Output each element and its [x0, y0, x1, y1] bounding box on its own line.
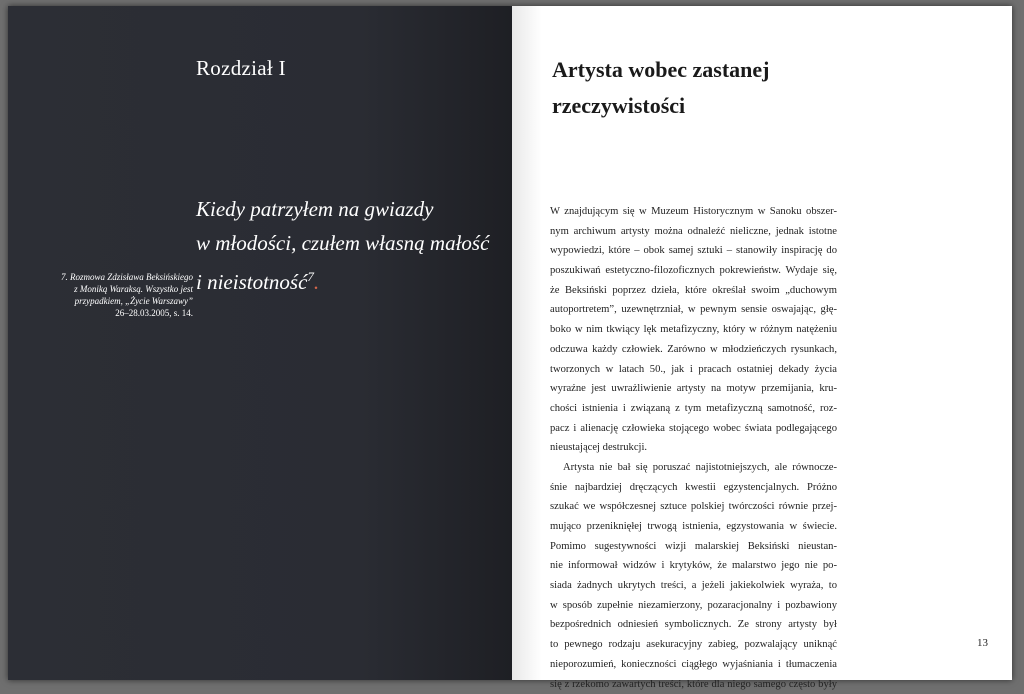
body-line: to pewnego rodzaju asekuracyjny zabieg, pozwalający uniknąć: [550, 635, 837, 655]
footnote-mark: 7: [307, 269, 314, 284]
body-line: śnie najbardziej dręczących kwestii egzystencjalnych. Próżno: [550, 478, 837, 498]
chapter-heading: Rozdział I: [196, 56, 286, 81]
body-line: tworzonych w latach 50., jak i pracach ostatniej dekady życia: [550, 360, 837, 380]
footnote-line: z Moniką Waraksą. Wszystko jest: [28, 283, 193, 295]
body-line: pacz i alienację człowieka stojącego wobec świata podlegającego: [550, 419, 837, 439]
quote-line-last: [196, 260, 496, 299]
quote-line: w młodości, czułem własną małość: [196, 226, 496, 260]
body-line: odczuwa każdy człowiek. Zarówno w młodzieńczych rysunkach,: [550, 340, 837, 360]
body-line: nie informował widzów i krytyków, że malarstwo jego nie po-: [550, 556, 837, 576]
body-line: poszukiwań estetyczno-filozoficznych pokrewieństw. Wydaje się,: [550, 261, 837, 281]
right-page: [512, 6, 1012, 680]
epigraph-quote: [196, 192, 496, 299]
footnote: [28, 271, 193, 319]
body-line: że Beksiński poprzez dzieła, które określał swoim „duchowym: [550, 281, 837, 301]
body-line: bezpośrednich odniesień symbolicznych. Ze strony artysty był: [550, 615, 837, 635]
quote-line-text: i nieistotność: [196, 270, 307, 294]
left-page: [8, 6, 512, 680]
body-line: chości istnienia i związaną z tym metafizyczną samotność, roz-: [550, 399, 837, 419]
body-line: autoportretem”, uzewnętrzniał, w pewnym sensie oswajając, głę-: [550, 300, 837, 320]
body-line: mująco przeniknięłej trwogą istnienia, egzystowania w świecie.: [550, 517, 837, 537]
body-line: nieustającej destrukcji.: [550, 438, 837, 458]
quote-line: Kiedy patrzyłem na gwiazdy: [196, 192, 496, 226]
body-text: [550, 202, 837, 694]
body-line: nieporozumień, konieczności ciągłego wyjaśniania i tłumaczenia: [550, 655, 837, 675]
section-title: [552, 52, 972, 124]
body-line: boko w nim tkwiący lęk metafizyczny, który w różnym natężeniu: [550, 320, 837, 340]
body-line: Artysta nie bał się poruszać najistotniejszych, ale równocze-: [550, 458, 837, 478]
book-spread: [8, 6, 1012, 680]
body-line: nym archiwum artysty można odnaleźć nieliczne, jednak istotne: [550, 222, 837, 242]
body-line: wyraźne jest uwrażliwienie artysty na motyw przemijania, kru-: [550, 379, 837, 399]
body-line: Pomimo sugestywności wizji malarskiej Beksiński nieustan-: [550, 537, 837, 557]
title-line: Artysta wobec zastanej: [552, 52, 972, 88]
body-line: się z rzekomo zawartych treści, które dla niego samego często były: [550, 675, 837, 694]
page-number: 13: [977, 637, 988, 649]
footnote-line: 7. Rozmowa Zdzisława Beksińskiego: [28, 271, 193, 283]
body-line: wypowiedzi, które – obok samej sztuki – stanowiły inspirację do: [550, 241, 837, 261]
footnote-line: przypadkiem, „Życie Warszawy”: [28, 295, 193, 307]
body-line: siada żadnych ukrytych treści, a jeżeli jakiekolwiek wyraża, to: [550, 576, 837, 596]
body-line: w sposób zupełnie niezamierzony, pozaracjonalny i pozbawiony: [550, 596, 837, 616]
body-line: szukać we współczesnej sztuce polskiej twórczości równie przej-: [550, 497, 837, 517]
footnote-line: 26–28.03.2005, s. 14.: [28, 307, 193, 319]
title-line: rzeczywistości: [552, 88, 972, 124]
body-line: W znajdującym się w Muzeum Historycznym w Sanoku obszer-: [550, 202, 837, 222]
quote-end: .: [314, 270, 319, 294]
